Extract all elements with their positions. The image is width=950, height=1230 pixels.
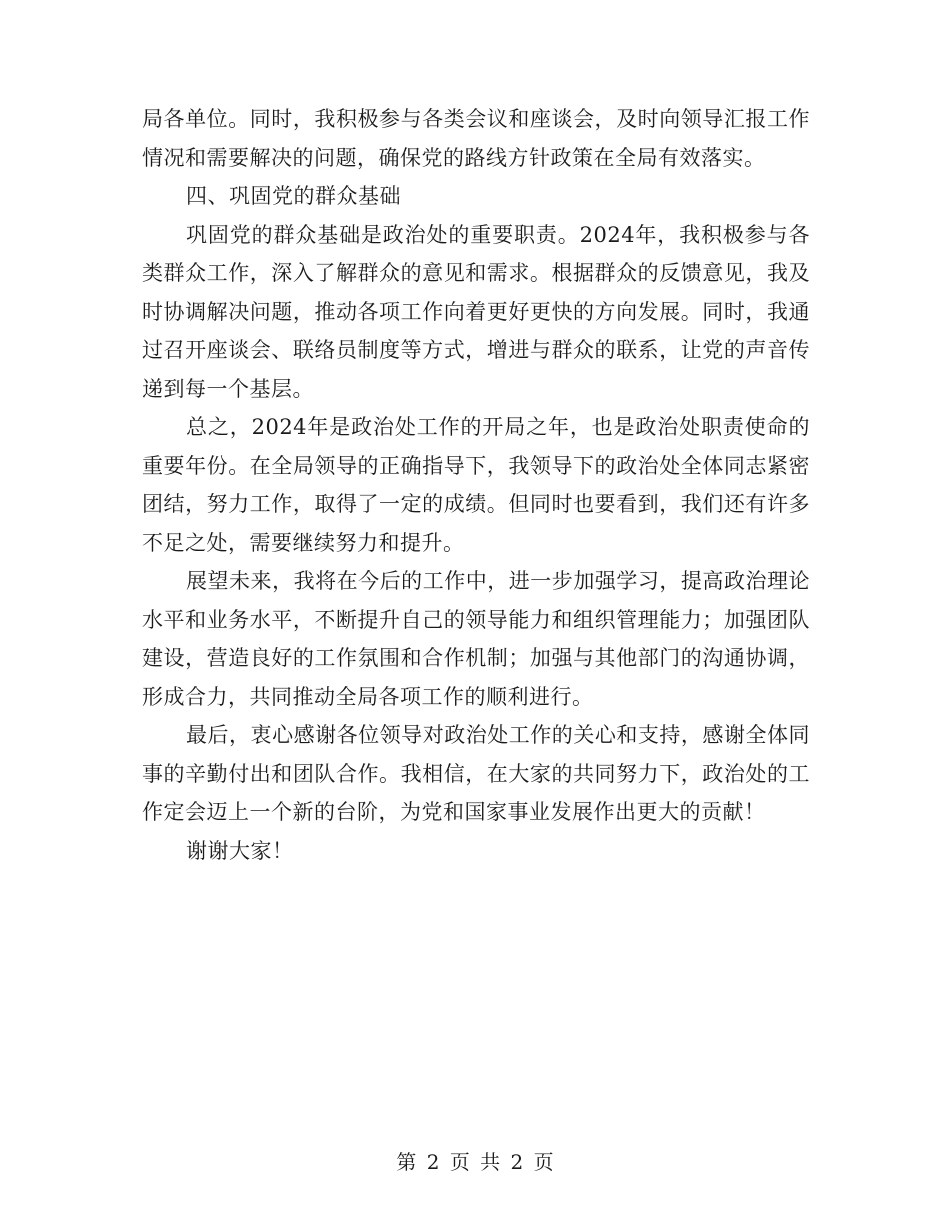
paragraph-continuation: 局各单位。同时，我积极参与各类会议和座谈会，及时向领导汇报工作情况和需要解决的问题，确保党的路线方针政策在全局有效落实。: [142, 107, 810, 170]
closing-line: 谢谢大家！: [186, 838, 294, 863]
paragraph: 巩固党的群众基础是政治处的重要职责。2024年，我积极参与各类群众工作，深入了解群众的意见和需求。根据群众的反馈意见，我及时协调解决问题，推动各项工作向着更好更快的方向发展。同时，我通过召开座谈会、联络员制度等方式，增进与群众的联系，让党的声音传递到每一个基层。: [142, 222, 810, 401]
paragraph: 总之，2024年是政治处工作的开局之年，也是政治处职责使命的重要年份。在全局领导的正确指导下，我领导下的政治处全体同志紧密团结，努力工作，取得了一定的成绩。但同时也要看到，我们还有许多不足之处，需要继续努力和提升。: [142, 415, 810, 555]
section-heading: 四、巩固党的群众基础: [186, 184, 401, 208]
page-number: 第 2 页 共 2 页: [396, 1150, 554, 1174]
document-body: [142, 100, 810, 870]
paragraph: 最后，衷心感谢各位领导对政治处工作的关心和支持，感谢全体同事的辛勤付出和团队合作。我相信，在大家的共同努力下，政治处的工作定会迈上一个新的台阶，为党和国家事业发展作出更大的贡献！: [142, 723, 810, 824]
paragraph: 展望未来，我将在今后的工作中，进一步加强学习，提高政治理论水平和业务水平，不断提升自己的领导能力和组织管理能力；加强团队建设，营造良好的工作氛围和合作机制；加强与其他部门的沟通协调，形成合力，共同推动全局各项工作的顺利进行。: [142, 569, 810, 709]
